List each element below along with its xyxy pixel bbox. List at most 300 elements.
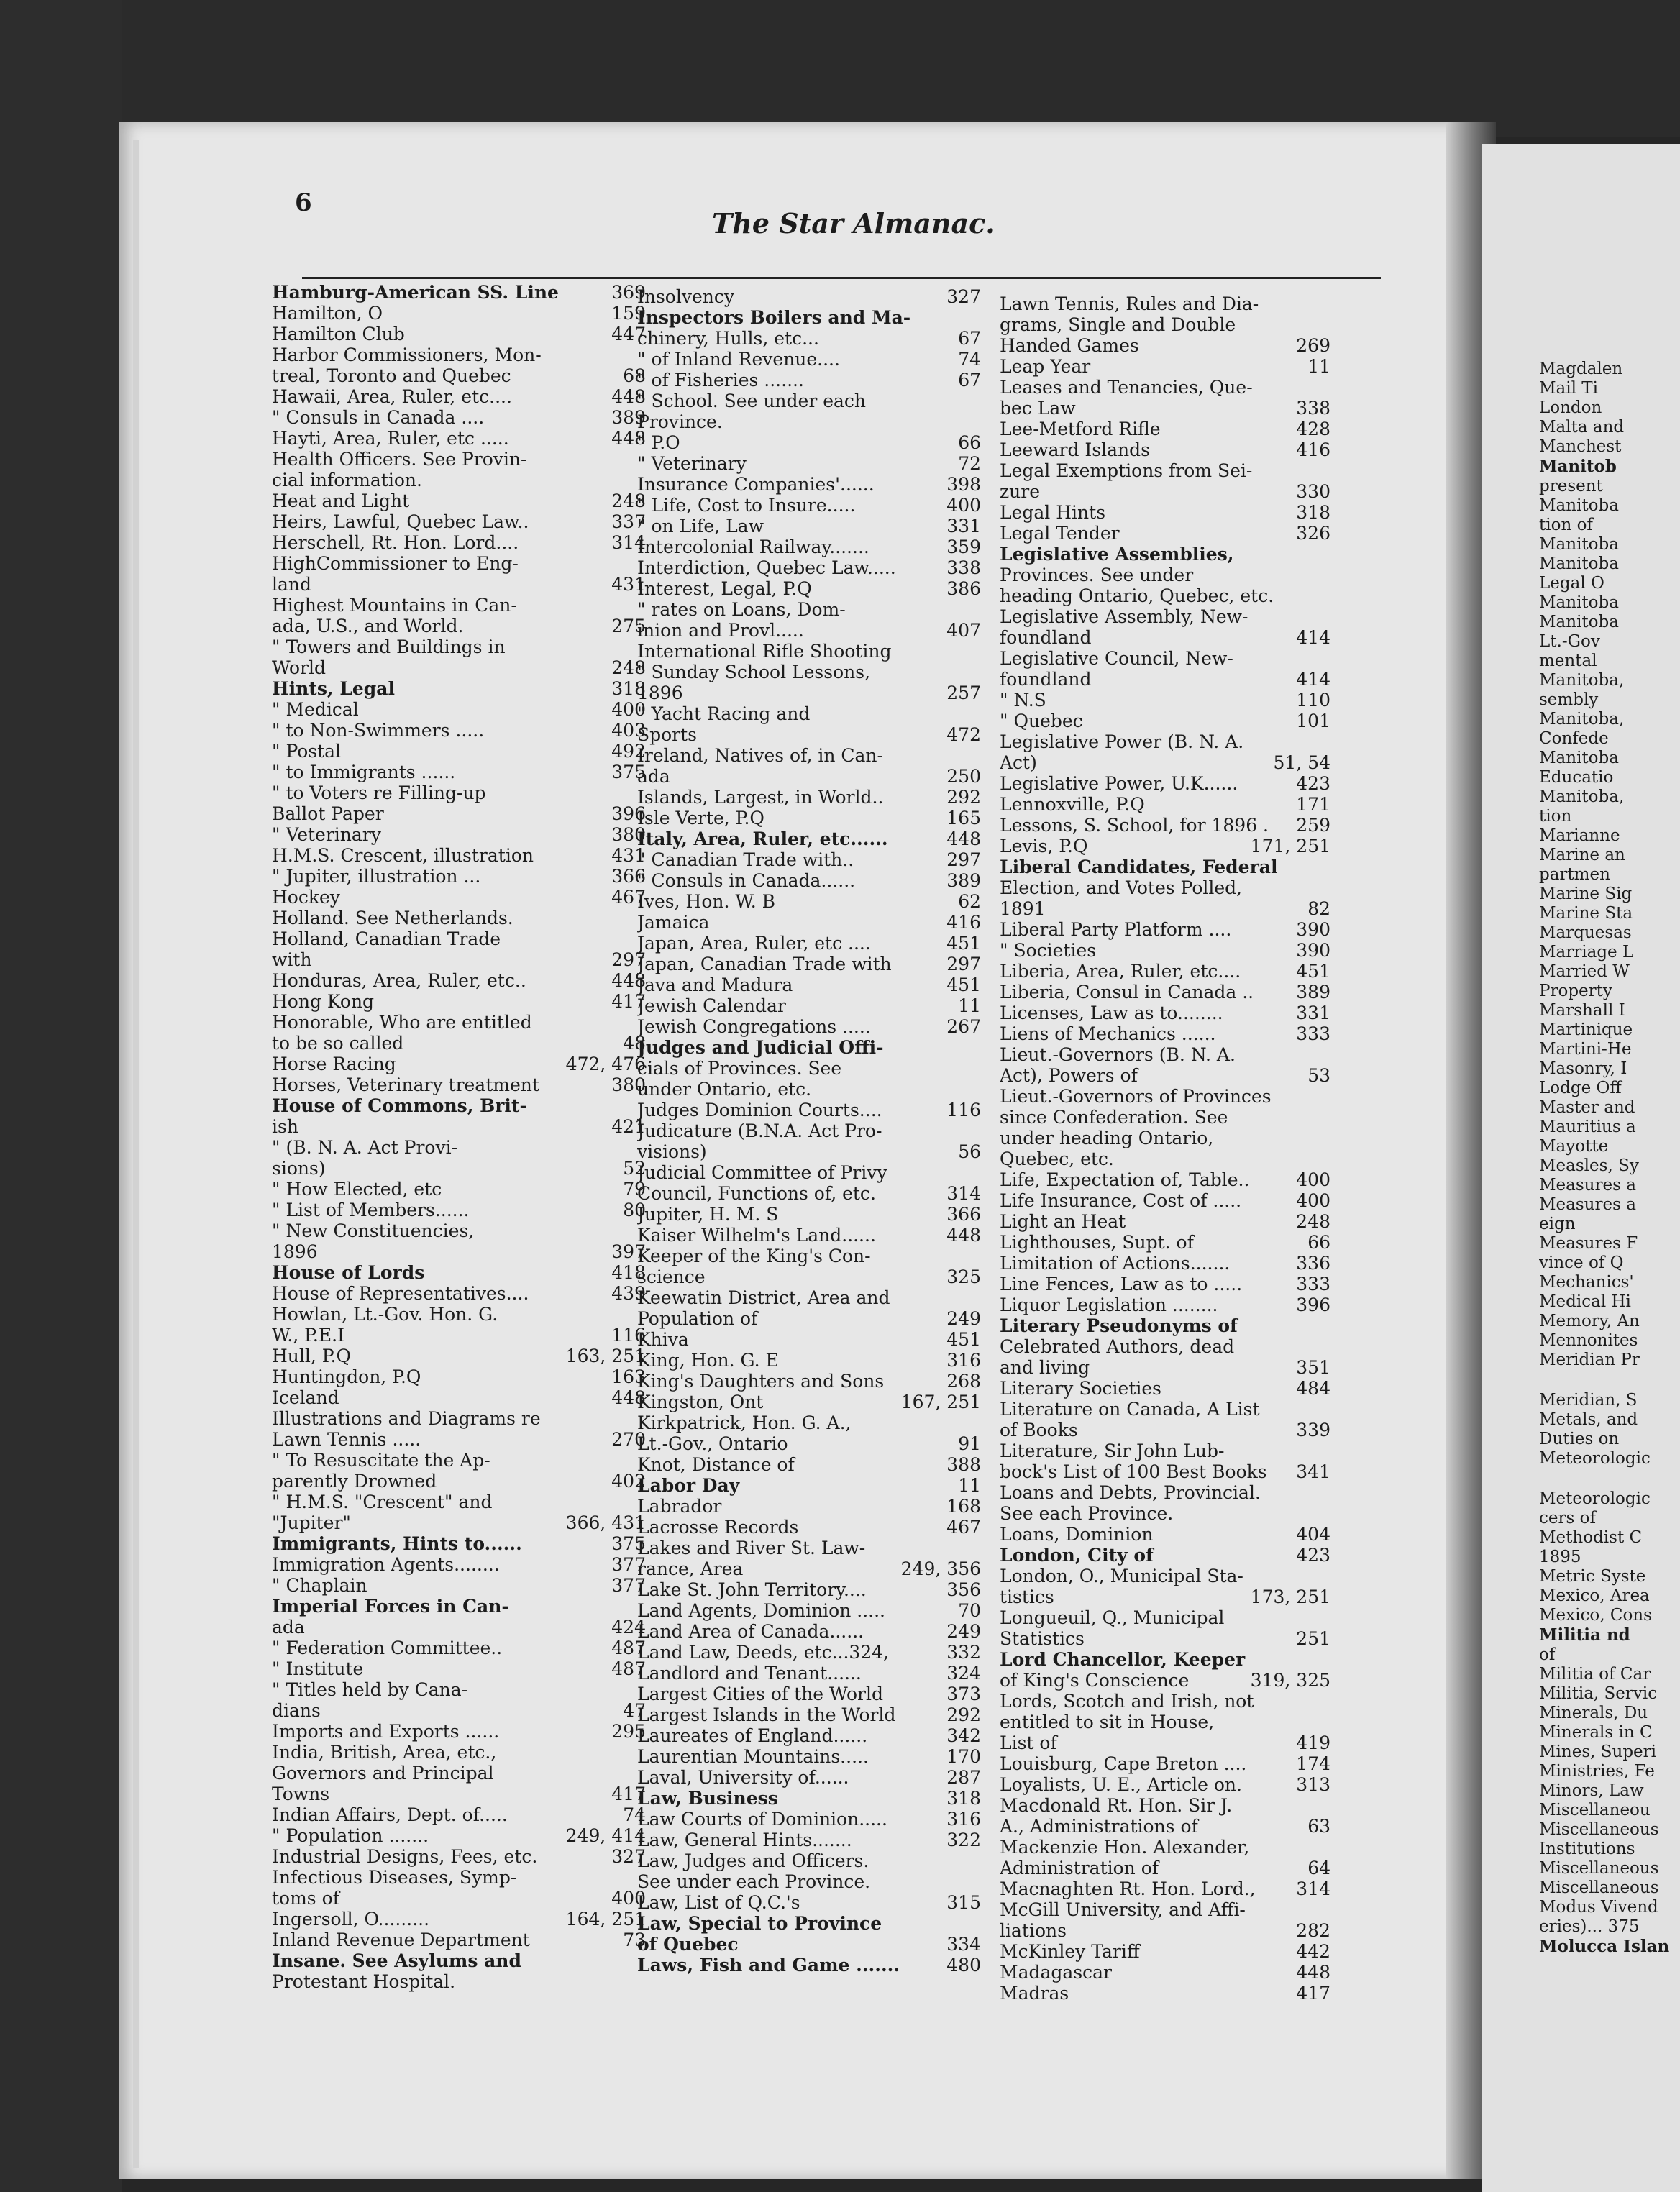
index-entry: [1539, 1645, 1680, 1665]
entry-text: " Population .......: [272, 1825, 429, 1846]
entry-text: Horses, Veterinary treatment: [272, 1074, 539, 1095]
entry-text: Law, General Hints.......: [637, 1830, 852, 1850]
entry-page-ref: 389: [607, 407, 646, 428]
entry-page-ref: 318: [1292, 502, 1330, 523]
entry-text: Line Fences, Law as to .....: [1000, 1274, 1243, 1294]
index-entry: [637, 1412, 981, 1433]
index-entry: [272, 845, 646, 866]
entry-text: Statistics: [1000, 1628, 1085, 1649]
index-entry: [272, 1700, 646, 1721]
index-entry: [272, 1492, 646, 1512]
entry-text: Molucca Islan: [1539, 1937, 1670, 1956]
entry-text: to be so called: [272, 1033, 404, 1054]
index-entry: [637, 1955, 981, 1976]
entry-page-ref: 421: [607, 1116, 646, 1137]
index-entry: [272, 741, 646, 762]
entry-page-ref: 297: [607, 949, 646, 970]
entry-page-ref: 451: [1292, 961, 1330, 982]
entry-page-ref: 419: [1292, 1732, 1330, 1753]
entry-text: Jewish Calendar: [637, 995, 786, 1016]
entry-text: inion and Provl.....: [637, 620, 804, 641]
index-entry: [272, 887, 646, 908]
entry-text: Towns: [272, 1784, 330, 1804]
index-entry: [637, 411, 981, 432]
entry-text: Imports and Exports ......: [272, 1721, 500, 1742]
index-entry: [637, 1934, 981, 1955]
entry-text: Measures a: [1539, 1176, 1636, 1195]
index-entry: [1539, 1176, 1680, 1195]
index-entry: [1539, 768, 1680, 787]
index-entry: [1000, 565, 1330, 585]
entry-page-ref: 56: [954, 1141, 981, 1162]
entry-text: ada: [637, 766, 670, 787]
index-entry: [1000, 1524, 1330, 1545]
index-entry: [1539, 1156, 1680, 1176]
index-entry: [1000, 794, 1330, 815]
entry-text: Measures a: [1539, 1195, 1636, 1214]
entry-text: " Medical: [272, 699, 359, 720]
entry-page-ref: 448: [607, 428, 646, 449]
entry-text: Meteorologic: [1539, 1449, 1651, 1468]
entry-text: Kirkpatrick, Hon. G. A.,: [637, 1412, 852, 1433]
index-entry: [272, 1429, 646, 1450]
entry-text: Martinique: [1539, 1020, 1633, 1039]
entry-text: Population of: [637, 1308, 758, 1329]
entry-text: Provinces. See under: [1000, 565, 1194, 585]
entry-page-ref: 11: [1303, 356, 1330, 377]
entry-page-ref: 480: [942, 1955, 981, 1976]
entry-page-ref: 251: [1292, 1628, 1330, 1649]
index-entry: [1000, 1440, 1330, 1461]
entry-text: " Canadian Trade with..: [637, 849, 854, 870]
entry-page-ref: 159: [607, 303, 646, 324]
entry-text: Hull, P.Q: [272, 1346, 351, 1366]
entry-page-ref: 487: [607, 1658, 646, 1679]
entry-text: Manitoba: [1539, 535, 1619, 554]
entry-page-ref: 72: [954, 453, 981, 474]
index-entry: [1539, 1528, 1680, 1548]
entry-text: Militia, Servic: [1539, 1684, 1658, 1703]
entry-page-ref: 66: [1303, 1232, 1330, 1253]
entry-text: Loyalists, U. E., Article on.: [1000, 1774, 1242, 1795]
entry-page-ref: 492: [607, 741, 646, 762]
index-entry: [1539, 613, 1680, 632]
index-entry: [272, 344, 646, 365]
entry-text: sions): [272, 1158, 326, 1179]
entry-text: 1891: [1000, 898, 1046, 919]
entry-page-ref: 342: [942, 1725, 981, 1746]
index-entry: [1539, 1391, 1680, 1410]
entry-page-ref: 295: [607, 1721, 646, 1742]
entry-text: " Chaplain: [272, 1575, 368, 1596]
index-entry: [272, 1867, 646, 1888]
entry-text: Law, Judges and Officers.: [637, 1850, 869, 1871]
entry-page-ref: 337: [607, 511, 646, 532]
index-entry: [637, 1767, 981, 1788]
index-entry: [1000, 1044, 1330, 1065]
entry-text: Miscellaneous: [1539, 1878, 1659, 1897]
entry-text: sembly: [1539, 690, 1599, 709]
entry-page-ref: 414: [1292, 669, 1330, 690]
entry-text: Celebrated Authors, dead: [1000, 1336, 1235, 1357]
index-entry: [272, 1054, 646, 1074]
index-entry: [1000, 1962, 1330, 1983]
index-entry: [637, 1809, 981, 1830]
entry-text: Light an Heat: [1000, 1211, 1126, 1232]
entry-text: Holland. See Netherlands.: [272, 908, 513, 928]
entry-text: Liberia, Consul in Canada ..: [1000, 982, 1254, 1003]
index-entry: [1539, 1430, 1680, 1449]
entry-text: House of Representatives....: [272, 1283, 529, 1304]
index-entry: [637, 1371, 981, 1392]
index-entry: [1000, 1878, 1330, 1899]
entry-text: Martini-He: [1539, 1040, 1632, 1059]
index-entry: [1539, 1781, 1680, 1801]
index-entry: [1000, 1753, 1330, 1774]
entry-text: Married W: [1539, 962, 1630, 981]
entry-text: Largest Cities of the World: [637, 1684, 883, 1704]
index-entry: [637, 1517, 981, 1538]
entry-text: Immigrants, Hints to......: [272, 1533, 522, 1554]
index-entry: [272, 449, 646, 470]
index-entry: [1000, 1628, 1330, 1649]
index-entry: [1539, 574, 1680, 593]
entry-page-ref: 447: [607, 324, 646, 344]
index-entry: [1000, 711, 1330, 731]
entry-text: Legal Hints: [1000, 502, 1106, 523]
entry-text: Marshall I: [1539, 1001, 1625, 1020]
index-entry: [1000, 293, 1330, 314]
entry-text: of King's Conscience: [1000, 1670, 1190, 1691]
entry-page-ref: 400: [607, 699, 646, 720]
entry-text: Keewatin District, Area and: [637, 1287, 890, 1308]
index-entry: [1000, 1315, 1330, 1336]
index-entry: [272, 1012, 646, 1033]
index-entry: [272, 1658, 646, 1679]
entry-page-ref: 292: [942, 1704, 981, 1725]
entry-text: Lodge Off: [1539, 1079, 1622, 1097]
entry-text: Memory, An: [1539, 1312, 1640, 1330]
index-entry: [1539, 787, 1680, 807]
index-entry: [1000, 898, 1330, 919]
index-entry: [1000, 419, 1330, 439]
entry-page-ref: 418: [607, 1262, 646, 1283]
entry-text: " New Constituencies,: [272, 1220, 475, 1241]
entry-text: McKinley Tariff: [1000, 1941, 1140, 1962]
entry-text: Loans, Dominion: [1000, 1524, 1154, 1545]
index-entry: [1539, 1840, 1680, 1859]
index-entry: [637, 1496, 981, 1517]
entry-page-ref: 268: [942, 1371, 981, 1392]
index-entry: [1000, 648, 1330, 669]
entry-page-ref: 64: [1303, 1858, 1330, 1878]
entry-text: " rates on Loans, Dom-: [637, 599, 846, 620]
index-entry: [1539, 1040, 1680, 1059]
index-entry: [272, 1450, 646, 1471]
entry-text: Louisburg, Cape Breton ....: [1000, 1753, 1247, 1774]
index-entry: [272, 1888, 646, 1909]
index-entry: [1539, 923, 1680, 943]
index-entry: [1539, 1898, 1680, 1917]
index-entry: [1000, 1649, 1330, 1670]
index-entry: [637, 1308, 981, 1329]
index-entry: [637, 1350, 981, 1371]
entry-text: Japan, Canadian Trade with: [637, 954, 892, 974]
entry-text: Licenses, Law as to........: [1000, 1003, 1223, 1023]
index-entry: [272, 511, 646, 532]
index-entry: [272, 303, 646, 324]
entry-page-ref: 398: [942, 474, 981, 495]
index-entry: [1000, 544, 1330, 565]
index-entry: [272, 365, 646, 386]
entry-text: Judges Dominion Courts....: [637, 1100, 882, 1120]
index-entry: [1539, 1215, 1680, 1234]
entry-text: Magdalen: [1539, 360, 1623, 378]
index-entry: [272, 1825, 646, 1846]
index-entry: [637, 703, 981, 724]
entry-page-ref: 47: [618, 1700, 646, 1721]
index-entry: [272, 782, 646, 803]
entry-text: Lessons, S. School, for 1896 .: [1000, 815, 1269, 836]
index-column-1: [272, 282, 646, 1992]
entry-text: See each Province.: [1000, 1503, 1174, 1524]
entry-text: visions): [637, 1141, 707, 1162]
index-entry: [272, 1596, 646, 1617]
index-entry: [637, 307, 981, 328]
entry-text: " To Resuscitate the Ap-: [272, 1450, 490, 1471]
index-entry: [272, 407, 646, 428]
entry-page-ref: 416: [942, 912, 981, 933]
index-entry: [1000, 961, 1330, 982]
entry-page-ref: 70: [954, 1600, 981, 1621]
entry-text: Lord Chancellor, Keeper: [1000, 1649, 1246, 1670]
entry-text: Medical Hi: [1539, 1292, 1631, 1311]
index-entry: [1539, 1098, 1680, 1118]
index-entry: [637, 641, 981, 662]
entry-text: Manitoba,: [1539, 710, 1625, 729]
entry-page-ref: 439: [607, 1283, 646, 1304]
index-entry: [1539, 1606, 1680, 1625]
index-entry: [1539, 865, 1680, 885]
entry-page-ref: 396: [1292, 1294, 1330, 1315]
entry-text: Meteorologic: [1539, 1489, 1651, 1508]
index-entry: [637, 1454, 981, 1475]
entry-text: vince of Q: [1539, 1253, 1624, 1272]
entry-page-ref: 62: [954, 891, 981, 912]
index-entry: [1539, 1001, 1680, 1020]
entry-text: Islands, Largest, in World..: [637, 787, 884, 808]
entry-text: Hong Kong: [272, 991, 375, 1012]
entry-text: Marriage L: [1539, 943, 1634, 962]
index-entry: [272, 803, 646, 824]
entry-text: Mackenzie Hon. Alexander,: [1000, 1837, 1250, 1858]
entry-page-ref: 330: [1292, 481, 1330, 502]
entry-text: science: [637, 1266, 706, 1287]
entry-text: " to Voters re Filling-up: [272, 782, 486, 803]
entry-text: Literature on Canada, A List: [1000, 1399, 1260, 1420]
index-entry: [637, 849, 981, 870]
index-entry: [272, 490, 646, 511]
entry-text: House of Commons, Brit-: [272, 1095, 527, 1116]
index-entry: [272, 1763, 646, 1784]
index-entry: [637, 1538, 981, 1558]
entry-text: Macnaghten Rt. Hon. Lord.,: [1000, 1878, 1256, 1899]
entry-page-ref: 74: [954, 349, 981, 370]
entry-text: Mauritius a: [1539, 1118, 1636, 1136]
entry-page-ref: 249, 414: [562, 1825, 646, 1846]
entry-text: Governors and Principal: [272, 1763, 494, 1784]
index-entry: [637, 286, 981, 307]
index-entry: [1000, 606, 1330, 627]
entry-page-ref: 388: [942, 1454, 981, 1475]
entry-page-ref: 313: [1292, 1774, 1330, 1795]
entry-page-ref: 79: [618, 1179, 646, 1200]
index-entry: [1539, 1195, 1680, 1215]
entry-text: since Confederation. See: [1000, 1107, 1228, 1128]
entry-text: Landlord and Tenant......: [637, 1663, 862, 1684]
index-entry: [1539, 710, 1680, 729]
entry-text: Law, List of Q.C.'s: [637, 1892, 800, 1913]
index-entry: [1539, 1351, 1680, 1370]
index-entry: [637, 1642, 981, 1663]
index-entry: [272, 1950, 646, 1971]
index-entry: [1000, 1336, 1330, 1357]
entry-text: ish: [272, 1116, 298, 1137]
entry-text: Hamilton Club: [272, 324, 405, 344]
entry-page-ref: 400: [607, 1888, 646, 1909]
index-entry: [637, 1600, 981, 1621]
entry-page-ref: 327: [607, 1846, 646, 1867]
entry-text: Leap Year: [1000, 356, 1091, 377]
index-entry: [637, 1246, 981, 1266]
entry-text: treal, Toronto and Quebec: [272, 365, 511, 386]
entry-text: " H.M.S. "Crescent" and: [272, 1492, 493, 1512]
entry-page-ref: 66: [954, 432, 981, 453]
index-entry: [272, 720, 646, 741]
entry-text: Council, Functions of, etc.: [637, 1183, 876, 1204]
index-entry: [1539, 807, 1680, 826]
index-entry: [1539, 496, 1680, 516]
index-entry: [272, 699, 646, 720]
index-entry: [637, 1120, 981, 1141]
entry-page-ref: 163: [607, 1366, 646, 1387]
index-entry: [272, 1387, 646, 1408]
entry-page-ref: 171: [1292, 794, 1330, 815]
entry-text: " on Life, Law: [637, 516, 764, 536]
index-entry: [1000, 439, 1330, 460]
index-entry: [1539, 1253, 1680, 1273]
entry-text: tion of: [1539, 516, 1593, 534]
entry-text: Province.: [637, 411, 723, 432]
entry-text: Kaiser Wilhelm's Land......: [637, 1225, 876, 1246]
entry-text: Marquesas: [1539, 923, 1632, 942]
index-entry: [272, 1638, 646, 1658]
entry-text: Judicial Committee of Privy: [637, 1162, 887, 1183]
entry-page-ref: 275: [607, 616, 646, 636]
entry-text: Ireland, Natives of, in Can-: [637, 745, 883, 766]
index-entry: [272, 1346, 646, 1366]
entry-text: Lawn Tennis, Rules and Dia-: [1000, 293, 1259, 314]
entry-page-ref: 173, 251: [1246, 1586, 1330, 1607]
index-entry: [1000, 690, 1330, 711]
entry-page-ref: 407: [942, 620, 981, 641]
entry-text: Manitoba: [1539, 496, 1619, 515]
entry-text: Metric Syste: [1539, 1567, 1646, 1586]
index-entry: [1539, 1020, 1680, 1040]
entry-page-ref: 400: [1292, 1169, 1330, 1190]
index-entry: [1000, 1294, 1330, 1315]
entry-text: " Consuls in Canada ....: [272, 407, 485, 428]
entry-page-ref: 451: [942, 933, 981, 954]
index-entry: [637, 1287, 981, 1308]
entry-text: " Postal: [272, 741, 342, 762]
index-entry: [1000, 1148, 1330, 1169]
entry-page-ref: 472, 476: [562, 1054, 646, 1074]
entry-text: Miscellaneou: [1539, 1801, 1651, 1819]
entry-text: Sports: [637, 724, 698, 745]
entry-page-ref: 167, 251: [897, 1392, 981, 1412]
entry-text: Intercolonial Railway.......: [637, 536, 869, 557]
index-entry: [637, 536, 981, 557]
entry-text: Heirs, Lawful, Quebec Law..: [272, 511, 529, 532]
entry-text: heading Ontario, Quebec, etc.: [1000, 585, 1274, 606]
index-entry: [272, 824, 646, 845]
entry-text: Insurance Companies'......: [637, 474, 875, 495]
entry-text: " to Immigrants ......: [272, 762, 456, 782]
entry-text: Hockey: [272, 887, 340, 908]
entry-text: Inland Revenue Department: [272, 1930, 530, 1950]
index-entry: [1539, 1449, 1680, 1469]
index-entry: [1539, 1684, 1680, 1704]
entry-text: Life Insurance, Cost of .....: [1000, 1190, 1242, 1211]
scan-background-left: [0, 0, 122, 2192]
index-entry: [637, 1058, 981, 1079]
index-entry: [1000, 1128, 1330, 1148]
entry-text: Marine Sta: [1539, 904, 1633, 923]
index-entry: [272, 1784, 646, 1804]
entry-page-ref: 338: [942, 557, 981, 578]
entry-text: Marine Sig: [1539, 885, 1633, 903]
index-entry: [637, 1871, 981, 1892]
index-entry: [1539, 1370, 1680, 1391]
entry-text: Mines, Superi: [1539, 1743, 1657, 1761]
index-entry: [1539, 904, 1680, 923]
running-head: The Star Almanac.: [712, 207, 995, 239]
entry-text: Master and: [1539, 1098, 1635, 1117]
index-entry: [637, 578, 981, 599]
entry-page-ref: 287: [942, 1767, 981, 1788]
entry-text: Laws, Fish and Game .......: [637, 1955, 900, 1976]
index-entry: [1539, 1723, 1680, 1743]
entry-text: Judicature (B.N.A. Act Pro-: [637, 1120, 882, 1141]
index-entry: [1000, 1858, 1330, 1878]
entry-text: Minerals in C: [1539, 1723, 1653, 1742]
entry-page-ref: 316: [942, 1350, 981, 1371]
entry-text: liations: [1000, 1920, 1067, 1941]
entry-page-ref: 171, 251: [1246, 836, 1330, 857]
index-entry: [637, 1850, 981, 1871]
index-entry: [1539, 1273, 1680, 1292]
entry-text: Minors, Law: [1539, 1781, 1644, 1800]
index-entry: [1000, 1107, 1330, 1128]
index-entry: [1539, 1548, 1680, 1567]
index-entry: [1000, 1691, 1330, 1712]
entry-text: Lee-Metford Rifle: [1000, 419, 1161, 439]
index-entry: [272, 1408, 646, 1429]
entry-page-ref: 448: [942, 1225, 981, 1246]
index-entry: [637, 912, 981, 933]
entry-text: Honduras, Area, Ruler, etc..: [272, 970, 526, 991]
